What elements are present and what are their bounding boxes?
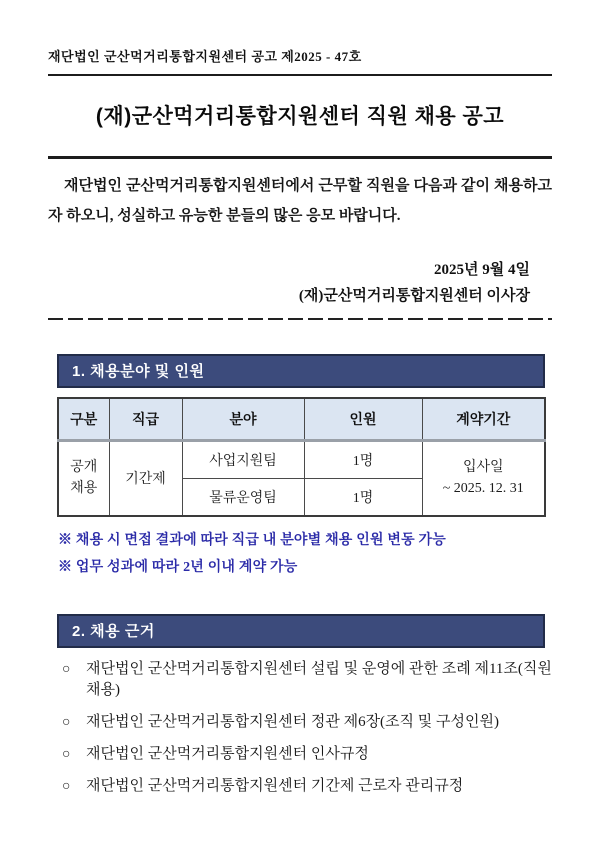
table-notes — [58, 527, 552, 581]
cell-count-2: 1명 — [304, 478, 422, 516]
announcement-date: 2025년 9월 4일 — [434, 262, 530, 278]
col-header-count: 인원 — [304, 398, 422, 440]
cell-field-1: 사업지원팀 — [182, 440, 304, 478]
cell-count-1: 1명 — [304, 440, 422, 478]
circle-bullet-icon: ○ — [62, 715, 71, 730]
signature-block — [48, 257, 552, 309]
title-divider — [48, 156, 552, 159]
circle-bullet-icon: ○ — [62, 779, 71, 794]
table-row — [58, 440, 545, 478]
list-item — [62, 712, 552, 733]
list-item — [62, 744, 552, 765]
list-item — [62, 659, 552, 701]
section-1-heading: 1. 채용분야 및 인원 — [57, 354, 545, 388]
note-line: ※ 업무 성과에 따라 2년 이내 계약 가능 — [58, 560, 298, 575]
section-2-heading: 2. 채용 근거 — [57, 614, 545, 648]
list-item-text: 재단법인 군산먹거리통합지원센터 인사규정 — [86, 746, 369, 762]
col-header-period: 계약기간 — [422, 398, 545, 440]
circle-bullet-icon: ○ — [62, 747, 71, 762]
circle-bullet-icon: ○ — [62, 662, 71, 677]
list-item-text: 재단법인 군산먹거리통합지원센터 설립 및 운영에 관한 조례 제11조(직원채용) — [86, 661, 552, 698]
basis-list — [48, 659, 552, 797]
period-line-2: ~ 2025. 12. 31 — [442, 481, 524, 497]
list-item-text: 재단법인 군산먹거리통합지원센터 기간제 근로자 관리규정 — [86, 778, 464, 794]
document-number: 재단법인 군산먹거리통합지원센터 공고 제2025 - 47호 — [48, 49, 362, 64]
signer-title: (재)군산먹거리통합지원센터 이사장 — [298, 288, 530, 304]
period-line-1: 입사일 — [462, 460, 504, 476]
cell-period — [422, 440, 545, 516]
recruitment-table — [57, 397, 546, 517]
table-header-row — [58, 398, 545, 440]
category-line-1: 공개 — [70, 460, 98, 476]
note-line: ※ 채용 시 면접 결과에 따라 직급 내 분야별 채용 인원 변동 가능 — [58, 533, 446, 548]
header-divider — [48, 74, 552, 76]
list-item — [62, 776, 552, 797]
page-title: (재)군산먹거리통합지원센터 직원 채용 공고 — [95, 105, 505, 128]
cell-field-2: 물류운영팀 — [182, 478, 304, 516]
dashed-divider — [48, 318, 552, 320]
cell-grade: 기간제 — [109, 440, 182, 516]
cell-category — [58, 440, 109, 516]
list-item-text: 재단법인 군산먹거리통합지원센터 정관 제6장(조직 및 구성인원) — [86, 714, 499, 730]
col-header-field: 분야 — [182, 398, 304, 440]
intro-paragraph: 재단법인 군산먹거리통합지원센터에서 근무할 직원을 다음과 같이 채용하고자 하오니, 성실하고 유능한 분들의 많은 응모 바랍니다. — [48, 178, 552, 224]
col-header-grade: 직급 — [109, 398, 182, 440]
col-header-category: 구분 — [58, 398, 109, 440]
category-line-2: 채용 — [70, 481, 98, 497]
